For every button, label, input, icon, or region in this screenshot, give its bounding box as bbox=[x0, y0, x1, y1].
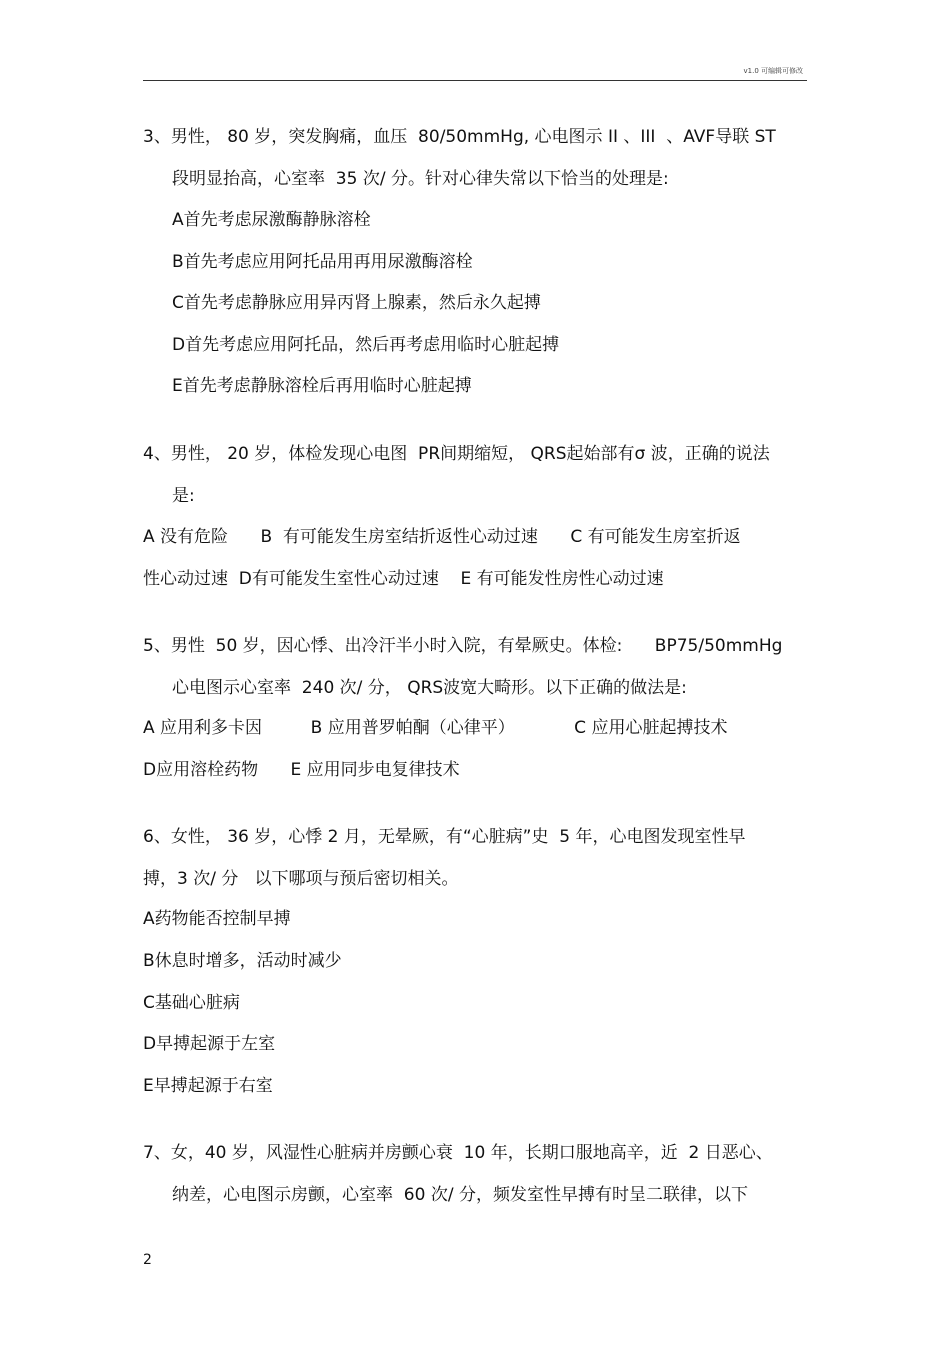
question-6-option-a: A药物能否控制早搏 bbox=[143, 909, 291, 929]
header-rule bbox=[143, 80, 807, 81]
question-7-stem-line-2: 纳差，心电图示房颤，心室率 60 次/ 分，频发室性早搏有时呈二联律，以下 bbox=[172, 1185, 748, 1205]
question-3-stem-line-2: 段明显抬高，心室率 35 次/ 分。针对心律失常以下恰当的处理是: bbox=[172, 169, 669, 189]
question-3-option-b: B首先考虑应用阿托品用再用尿激酶溶栓 bbox=[172, 252, 473, 272]
question-6-stem-line-2: 搏，3 次/ 分 以下哪项与预后密切相关。 bbox=[143, 869, 459, 889]
question-6-option-b: B休息时增多，活动时减少 bbox=[143, 951, 342, 971]
question-4-stem-line-2: 是: bbox=[172, 486, 195, 506]
question-5-stem-line-2: 心电图示心室率 240 次/ 分， QRS波宽大畸形。以下正确的做法是: bbox=[172, 678, 687, 698]
question-6-stem-line-1: 6、女性， 36 岁，心悸 2 月，无晕厥，有“心脏病”史 5 年，心电图发现室性早 bbox=[143, 827, 746, 847]
question-6-option-c: C基础心脏病 bbox=[143, 993, 240, 1013]
page-number: 2 bbox=[143, 1252, 152, 1268]
question-3-option-d: D首先考虑应用阿托品，然后再考虑用临时心脏起搏 bbox=[172, 335, 560, 355]
question-6-option-d: D早搏起源于左室 bbox=[143, 1034, 276, 1054]
question-7-stem-line-1: 7、女，40 岁，风湿性心脏病并房颤心衰 10 年，长期口服地高辛，近 2 日恶心、 bbox=[143, 1143, 773, 1163]
question-3-stem-line-1: 3、男性， 80 岁，突发胸痛，血压 80/50mmHg, 心电图示 II 、III 、AVF导联 ST bbox=[143, 127, 776, 147]
question-5-options-line-2: D应用溶栓药物 E 应用同步电复律技术 bbox=[143, 760, 460, 780]
header-version-note: v1.0 可编辑可修改 bbox=[743, 67, 803, 75]
question-3-option-c: C首先考虑静脉应用异丙肾上腺素，然后永久起搏 bbox=[172, 293, 541, 313]
question-4-options-line-2: 性心动过速 D有可能发生室性心动过速 E 有可能发性房性心动过速 bbox=[143, 569, 664, 589]
question-6-option-e: E早搏起源于右室 bbox=[143, 1076, 273, 1096]
question-4-options-line-1: A 没有危险 B 有可能发生房室结折返性心动过速 C 有可能发生房室折返 bbox=[143, 527, 741, 547]
question-5-stem-line-1: 5、男性 50 岁，因心悸、出冷汗半小时入院，有晕厥史。体检: BP75/50mmHg bbox=[143, 636, 783, 656]
question-5-options-line-1: A 应用利多卡因 B 应用普罗帕酮（心律平） C 应用心脏起搏技术 bbox=[143, 718, 728, 738]
question-3-option-a: A首先考虑尿激酶静脉溶栓 bbox=[172, 210, 371, 230]
question-3-option-e: E首先考虑静脉溶栓后再用临时心脏起搏 bbox=[172, 376, 472, 396]
question-4-stem-line-1: 4、男性， 20 岁，体检发现心电图 PR间期缩短， QRS起始部有σ 波，正确的说法 bbox=[143, 444, 770, 464]
